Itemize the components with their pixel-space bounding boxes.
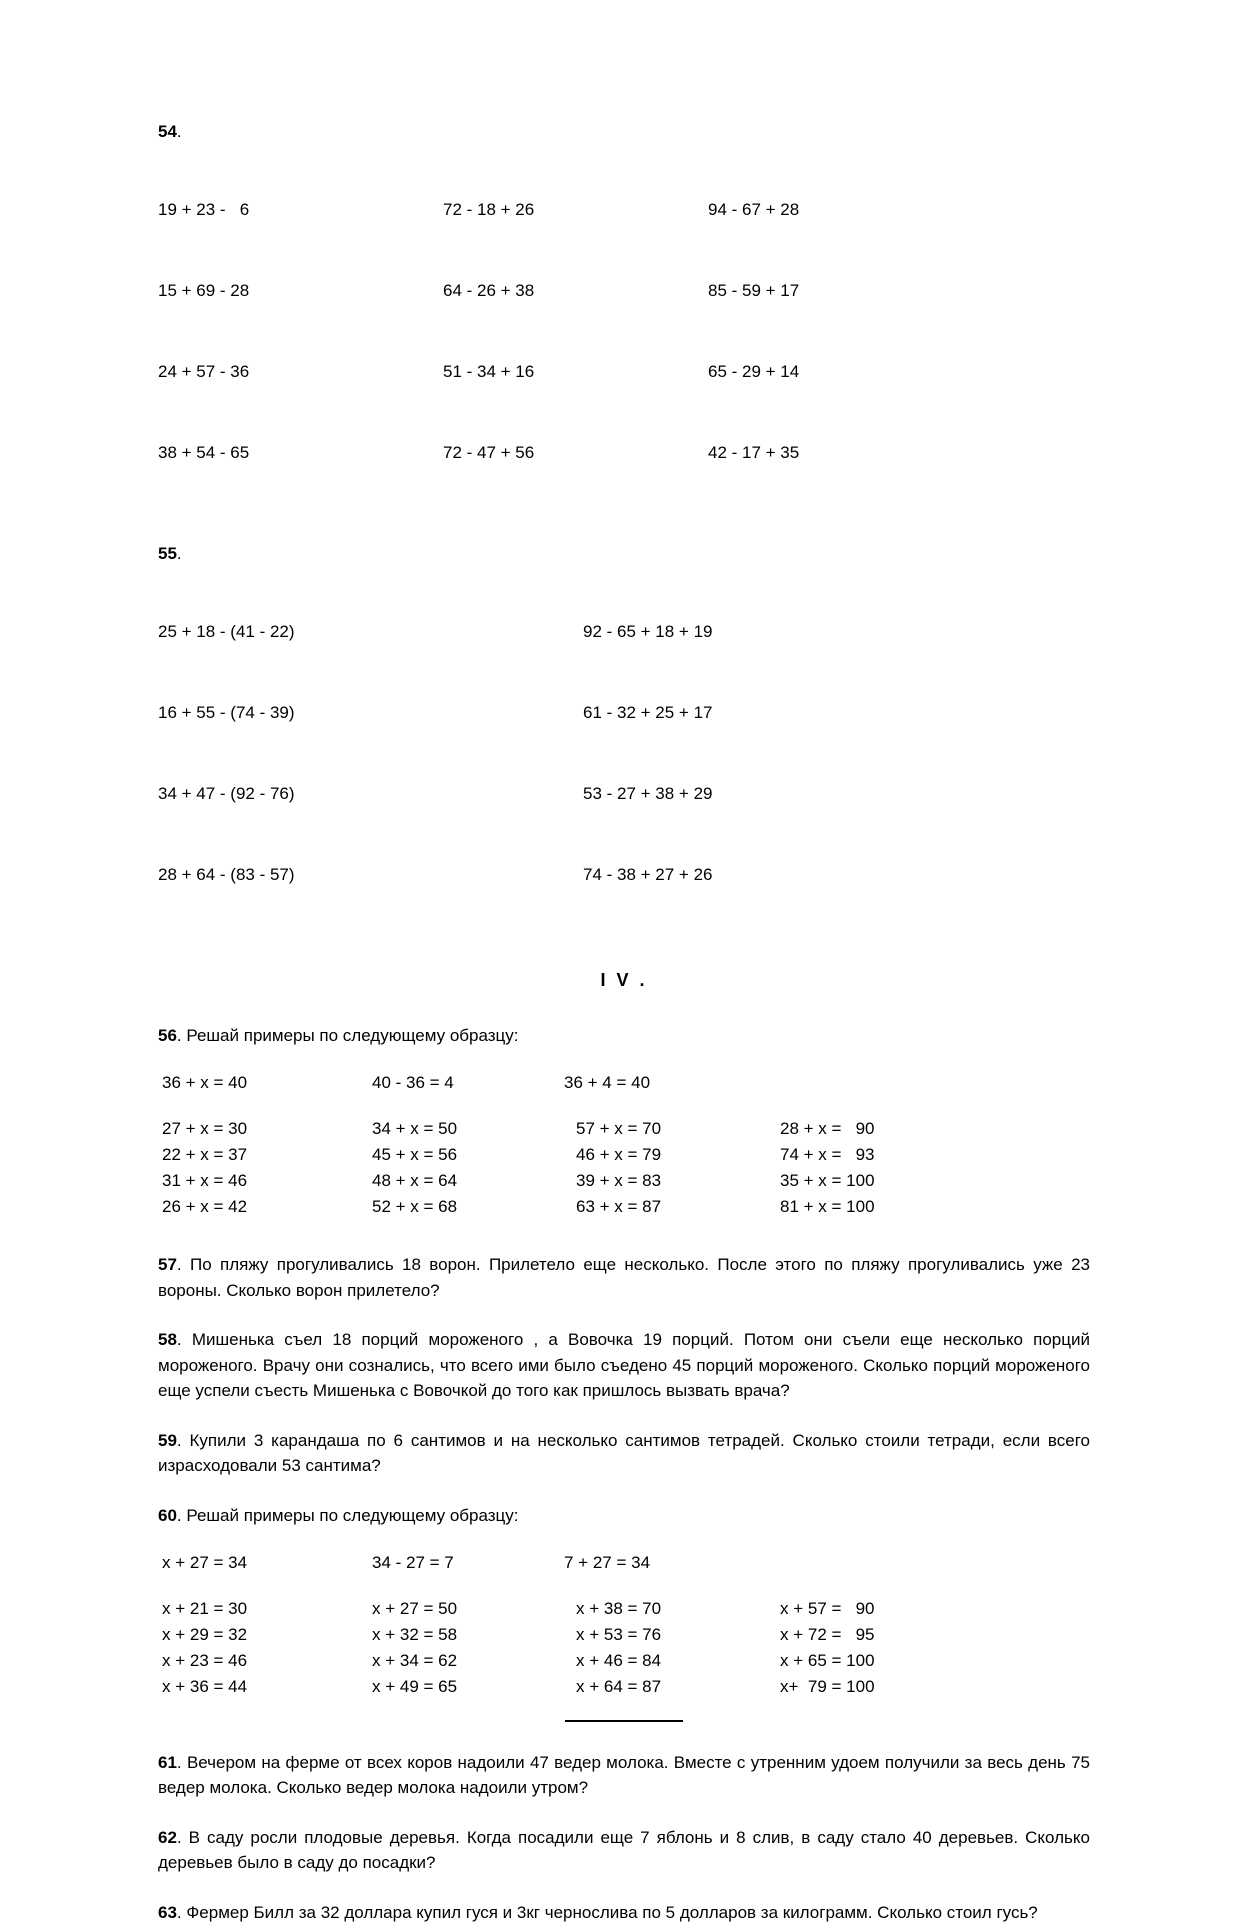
equation-cell: x + 64 = 87 <box>576 1674 780 1700</box>
expression-cell: 61 - 32 + 25 + 17 <box>583 699 713 726</box>
expression-cell: 16 + 55 - (74 - 39) <box>158 699 583 726</box>
equation-cell: x + 36 = 44 <box>162 1674 372 1700</box>
table-row <box>158 618 1090 645</box>
expression-cell: 72 - 47 + 56 <box>443 439 708 466</box>
equation-cell: x + 46 = 84 <box>576 1648 780 1674</box>
equation-cell: 63 + x = 87 <box>576 1194 780 1220</box>
expression-cell: 92 - 65 + 18 + 19 <box>583 618 713 645</box>
exercise-57: 57. По пляжу прогуливались 18 ворон. Прилетело еще несколько. После этого по пляжу прогуливались уже 23 вороны. Сколько ворон прилетело? <box>158 1252 1090 1303</box>
table-row <box>158 1622 1090 1648</box>
exercise-59: 59. Купили 3 карандаша по 6 сантимов и на несколько сантимов тетрадей. Сколько стоили тетради, если всего израсходовали 53 сантима? <box>158 1428 1090 1479</box>
equation-cell: x+ 79 = 100 <box>780 1674 875 1700</box>
sample-cell: x + 27 = 34 <box>162 1549 372 1576</box>
spacer <box>158 1700 1090 1720</box>
equation-cell: x + 72 = 95 <box>780 1622 875 1648</box>
exercise-60-sample <box>158 1549 1090 1576</box>
spacer <box>158 520 1090 544</box>
spacer <box>158 1722 1090 1750</box>
equation-cell: 74 + x = 93 <box>780 1142 875 1168</box>
equation-cell: x + 23 = 46 <box>162 1648 372 1674</box>
expression-cell: 38 + 54 - 65 <box>158 439 443 466</box>
spacer <box>158 1479 1090 1503</box>
table-row <box>158 1596 1090 1622</box>
expression-cell: 65 - 29 + 14 <box>708 358 799 385</box>
expression-cell: 53 - 27 + 38 + 29 <box>583 780 713 807</box>
sample-cell: 7 + 27 = 34 <box>564 1549 650 1576</box>
table-row <box>158 1194 1090 1220</box>
equation-cell: x + 57 = 90 <box>780 1596 875 1622</box>
equation-cell: 57 + x = 70 <box>576 1116 780 1142</box>
section-heading: I V . <box>158 970 1090 991</box>
spacer <box>158 942 1090 970</box>
spacer <box>158 991 1090 1023</box>
table-row <box>158 196 1090 223</box>
equation-cell: 46 + x = 79 <box>576 1142 780 1168</box>
equation-cell: 34 + x = 50 <box>372 1116 576 1142</box>
spacer <box>158 1801 1090 1825</box>
exercise-54-grid <box>158 142 1090 520</box>
expression-cell: 85 - 59 + 17 <box>708 277 799 304</box>
exercise-56 <box>158 1023 1090 1220</box>
expression-cell: 72 - 18 + 26 <box>443 196 708 223</box>
equation-cell: 28 + x = 90 <box>780 1116 875 1142</box>
equation-cell: 48 + x = 64 <box>372 1168 576 1194</box>
exercise-60-grid <box>158 1596 1090 1700</box>
exercise-60 <box>158 1503 1090 1700</box>
exercise-62: 62. В саду росли плодовые деревья. Когда посадили еще 7 яблонь и 8 слив, в саду стало 40 деревьев. Сколько деревьев было в саду до посадки? <box>158 1825 1090 1876</box>
expression-cell: 64 - 26 + 38 <box>443 277 708 304</box>
table-row <box>158 780 1090 807</box>
equation-cell: 39 + x = 83 <box>576 1168 780 1194</box>
expression-cell: 34 + 47 - (92 - 76) <box>158 780 583 807</box>
table-row <box>158 1142 1090 1168</box>
equation-cell: 35 + x = 100 <box>780 1168 875 1194</box>
page-content <box>158 122 1090 1925</box>
expression-cell: 74 - 38 + 27 + 26 <box>583 861 713 888</box>
table-row <box>158 1674 1090 1700</box>
sample-cell: 36 + x = 40 <box>162 1069 372 1096</box>
table-row <box>158 1648 1090 1674</box>
exercise-56-prompt: 56. Решай примеры по следующему образцу: <box>158 1023 1090 1049</box>
equation-cell: 26 + x = 42 <box>162 1194 372 1220</box>
table-row <box>158 1168 1090 1194</box>
spacer <box>158 1529 1090 1549</box>
equation-cell: x + 53 = 76 <box>576 1622 780 1648</box>
spacer <box>158 1876 1090 1900</box>
equation-cell: 45 + x = 56 <box>372 1142 576 1168</box>
spacer <box>158 1576 1090 1596</box>
equation-cell: 31 + x = 46 <box>162 1168 372 1194</box>
exercise-55-grid <box>158 564 1090 942</box>
expression-cell: 19 + 23 - 6 <box>158 196 443 223</box>
exercise-61: 61. Вечером на ферме от всех коров надоили 47 ведер молока. Вместе с утренним удоем получили за весь день 75 ведер молока. Сколько ведер молока надоили утром? <box>158 1750 1090 1801</box>
exercise-55-label: 55. <box>158 544 1090 564</box>
spacer <box>158 1404 1090 1428</box>
table-row <box>158 861 1090 888</box>
spacer <box>158 1220 1090 1252</box>
equation-cell: 81 + x = 100 <box>780 1194 875 1220</box>
expression-cell: 25 + 18 - (41 - 22) <box>158 618 583 645</box>
exercise-56-grid <box>158 1116 1090 1220</box>
equation-cell: 27 + x = 30 <box>162 1116 372 1142</box>
equation-cell: x + 65 = 100 <box>780 1648 875 1674</box>
equation-cell: x + 21 = 30 <box>162 1596 372 1622</box>
exercise-54-label: 54. <box>158 122 1090 142</box>
sample-cell: 36 + 4 = 40 <box>564 1069 650 1096</box>
equation-cell: x + 38 = 70 <box>576 1596 780 1622</box>
expression-cell: 94 - 67 + 28 <box>708 196 799 223</box>
expression-cell: 28 + 64 - (83 - 57) <box>158 861 583 888</box>
equation-cell: x + 32 = 58 <box>372 1622 576 1648</box>
exercise-63: 63. Фермер Билл за 32 доллара купил гуся и 3кг чернослива по 5 долларов за килограмм. Сколько стоил гусь? <box>158 1900 1090 1925</box>
expression-cell: 51 - 34 + 16 <box>443 358 708 385</box>
equation-cell: x + 34 = 62 <box>372 1648 576 1674</box>
table-row <box>158 277 1090 304</box>
sample-cell: 34 - 27 = 7 <box>372 1549 564 1576</box>
exercise-55 <box>158 544 1090 942</box>
table-row <box>158 358 1090 385</box>
expression-cell: 15 + 69 - 28 <box>158 277 443 304</box>
table-row <box>158 1116 1090 1142</box>
expression-cell: 42 - 17 + 35 <box>708 439 799 466</box>
table-row <box>158 439 1090 466</box>
sample-cell: 40 - 36 = 4 <box>372 1069 564 1096</box>
equation-cell: x + 49 = 65 <box>372 1674 576 1700</box>
equation-cell: 52 + x = 68 <box>372 1194 576 1220</box>
table-row <box>158 699 1090 726</box>
expression-cell: 24 + 57 - 36 <box>158 358 443 385</box>
spacer <box>158 1096 1090 1116</box>
exercise-58: 58. Мишенька съел 18 порций мороженого , а Вовочка 19 порций. Потом они съели еще несколько порций мороженого. Врачу они сознались, что всего ими было съедено 45 порций мороженого. Сколько порций мороженого еще успели съесть Мишенька с Вовочкой до того как пришлось вызвать врача? <box>158 1327 1090 1404</box>
spacer <box>158 1049 1090 1069</box>
exercise-54 <box>158 122 1090 520</box>
equation-cell: 22 + x = 37 <box>162 1142 372 1168</box>
equation-cell: x + 29 = 32 <box>162 1622 372 1648</box>
exercise-60-prompt: 60. Решай примеры по следующему образцу: <box>158 1503 1090 1529</box>
exercise-56-sample <box>158 1069 1090 1096</box>
equation-cell: x + 27 = 50 <box>372 1596 576 1622</box>
spacer <box>158 1303 1090 1327</box>
